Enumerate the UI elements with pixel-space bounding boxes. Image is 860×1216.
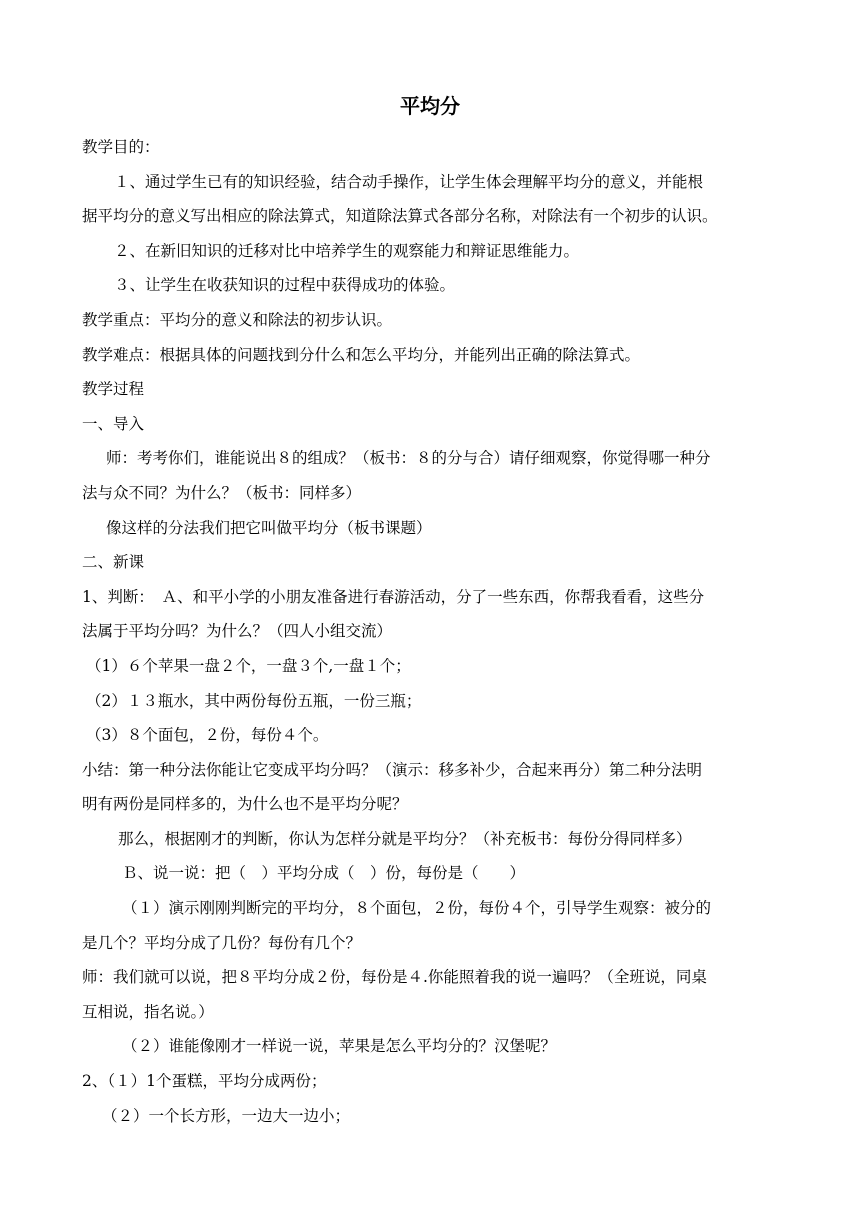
text-line: 师：考考你们，谁能说出８的组成？（板书：８的分与合）请仔细观察，你觉得哪一种分 bbox=[106, 449, 711, 468]
text-line: （3）８个面包，２份，每份４个。 bbox=[86, 726, 329, 745]
text-line: 教学难点：根据具体的问题找到分什么和怎么平均分，并能列出正确的除法算式。 bbox=[82, 345, 641, 364]
text-line: 二、新课 bbox=[82, 553, 145, 572]
text-line: 法与众不同？为什么？（板书：同样多） bbox=[82, 483, 362, 502]
text-line: １、通过学生已有的知识经验，结合动手操作，让学生体会理解平均分的意义，并能根 bbox=[114, 172, 704, 191]
text-line: 明有两份是同样多的，为什么也不是平均分呢？ bbox=[82, 795, 408, 814]
text-line: ３、让学生在收获知识的过程中获得成功的体验。 bbox=[114, 276, 456, 295]
text-line: 教学过程 bbox=[82, 380, 145, 399]
text-line: 2、（１）1个蛋糕，平均分成两份； bbox=[82, 1072, 327, 1091]
text-line: 是几个？平均分成了几份？每份有几个？ bbox=[82, 933, 362, 952]
document-title: 平均分 bbox=[400, 94, 460, 118]
text-line: 像这样的分法我们把它叫做平均分（板书课题） bbox=[106, 518, 432, 537]
text-line: 法属于平均分吗？为什么？（四人小组交流） bbox=[82, 622, 393, 641]
text-line: （2）１３瓶水，其中两份每份五瓶，一份三瓶； bbox=[86, 691, 422, 710]
text-line: 1、判断： Ａ、和平小学的小朋友准备进行春游活动，分了一些东西，你帮我看看，这些分 bbox=[82, 587, 705, 606]
text-line: Ｂ、说一说：把（ ）平均分成（ ）份，每份是（ ） bbox=[122, 864, 526, 883]
text-line: （１）演示刚刚判断完的平均分，８个面包，２份，每份４个，引导学生观察：被分的 bbox=[122, 899, 712, 918]
text-line: 那么，根据刚才的判断，你认为怎样分就是平均分？（补充板书：每份分得同样多） bbox=[118, 829, 692, 848]
text-line: 据平均分的意义写出相应的除法算式，知道除法算式各部分名称，对除法有一个初步的认识。 bbox=[82, 207, 718, 226]
text-line: 教学目的： bbox=[82, 138, 160, 156]
text-line: 教学重点：平均分的意义和除法的初步认识。 bbox=[82, 310, 393, 329]
text-line: 小结：第一种分法你能让它变成平均分吗？（演示：移多补少，合起来再分）第二种分法明 bbox=[82, 760, 703, 779]
text-line: （２）一个长方形，一边大一边小； bbox=[102, 1106, 351, 1125]
text-line: 一、导入 bbox=[82, 414, 145, 433]
text-line: （２）谁能像刚才一样说一说，苹果是怎么平均分的？汉堡呢？ bbox=[122, 1037, 557, 1056]
text-line: 互相说，指名说。） bbox=[82, 1002, 214, 1021]
document-body bbox=[82, 130, 782, 1133]
text-line: （1）６个苹果一盘２个，一盘３个,一盘１个； bbox=[86, 656, 411, 675]
text-line: 师：我们就可以说，把８平均分成２份，每份是４.你能照着我的说一遍吗？（全班说，同桌 bbox=[82, 968, 707, 987]
text-line: ２、在新旧知识的迁移对比中培养学生的观察能力和辩证思维能力。 bbox=[114, 241, 580, 260]
